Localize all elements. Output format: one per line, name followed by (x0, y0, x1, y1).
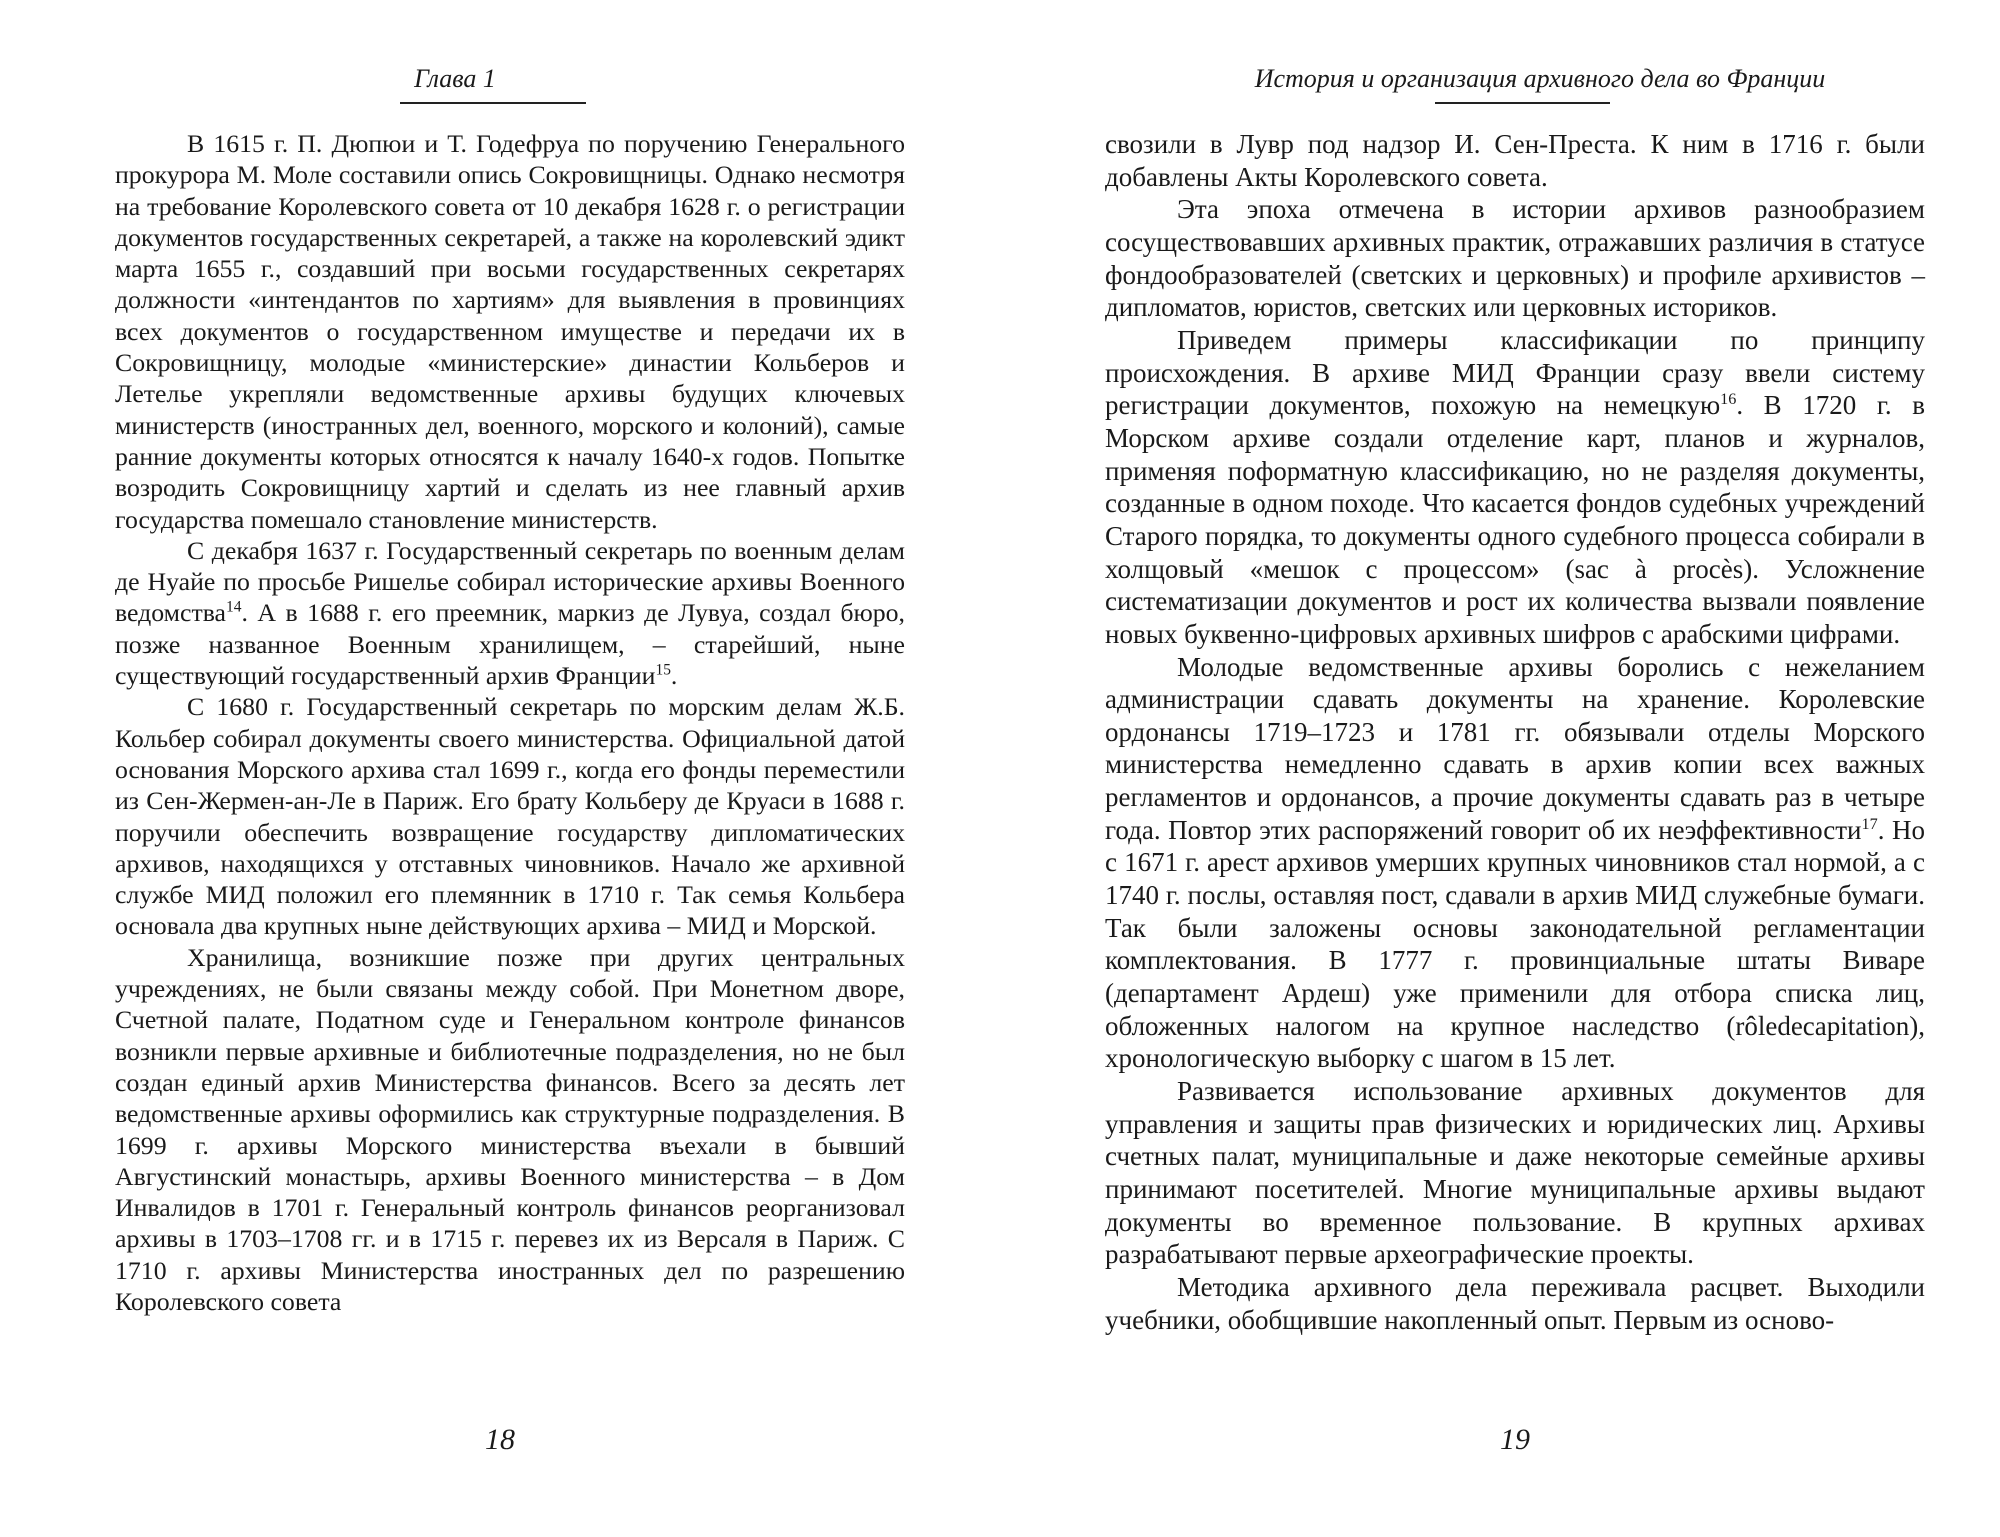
footnote-reference: 14 (226, 598, 242, 616)
paragraph-text: . А в 1688 г. его преемник, маркиз де Лувуа, создал бюро, позже названное Военным хранилищем, – старейший, ныне существующий государственный архив Франции (115, 598, 905, 691)
left-running-head: Глава 1 (414, 64, 496, 93)
footnote-reference: 17 (1861, 814, 1878, 833)
paragraph-text: Развивается использование архивных документов для управления и защиты прав физических и юридических лиц. Архивы счетных палат, муниципальные и даже некоторые семейные архивы принимают посетителей. Многие муниципальные архивы выдают документы во временное пользование. В крупных архивах разрабатывают первые археографические проекты. (1105, 1076, 1925, 1270)
paragraph-text: Эта эпоха отмечена в истории архивов разнообразием сосуществовавших архивных практик, отражавших различия в статусе фондообразователей (светских и церковных) и профиле архивистов – дипломатов, юристов, светских или церковных историков. (1105, 194, 1925, 323)
right-page-number: 19 (1500, 1423, 1530, 1456)
paragraph-text: Методика архивного дела переживала расцвет. Выходили учебники, обобщившие накопленный опыт. Первым из осново- (1105, 1271, 1925, 1335)
right-running-head: История и организация архивного дела во Франции (1254, 64, 1826, 93)
paragraph-text: свозили в Лувр под надзор И. Сен-Преста. К ним в 1716 г. были добавлены Акты Королевского совета. (1105, 129, 1925, 192)
paragraph-text: Молодые ведомственные архивы боролись с нежеланием администрации сдавать документы на хранение. Королевские ордонансы 1719–1723 и 1781 гг. обязывали отделы Морского министерства немедленно сдавать в архив копии всех важных регламентов и ордонансов, а прочие документы сдавать раз в четыре года. Повтор этих распоряжений говорит об их неэффективности (1105, 651, 1925, 845)
right-paragraph (1105, 651, 1925, 1076)
left-page-number: 18 (485, 1423, 515, 1456)
left-paragraph (115, 535, 905, 691)
paragraph-text: В 1615 г. П. Дюпюи и Т. Годефруа по поручению Генерального прокурора М. Моле составили опись Сокровищницы. Однако несмотря на требование Королевского совета от 10 декабря 1628 г. о регистрации документов государственных секретарей, а также на королевский эдикт марта 1655 г., создавший при восьми государственных секретарях должности «интендантов по хартиям» для выявления в провинциях всех документов о государственном имуществе и передачи их в Сокровищницу, молодые «министерские» династии Кольберов и Летелье укрепляли ведомственные архивы будущих ключевых министерств (иностранных дел, военного, морского и колоний), самые ранние документы которых относятся к началу 1640-х годов. Попытке возродить Сокровищницу хартий и сделать из нее главный архив государства помешало становление министерств. (115, 129, 905, 534)
right-paragraph (1105, 128, 1925, 193)
right-header-rule (1435, 102, 1610, 104)
right-paragraph (1105, 1075, 1925, 1271)
left-paragraph (115, 691, 905, 941)
paragraph-text: . В 1720 г. в Морском архиве создали отделение карт, планов и журналов, применяя пoформатную классификацию, но не разделяя документы, созданные в одном походе. Что касается фондов судебных учреждений Старого порядка, то документы одного судебного процесса собирали в холщовый «мешок с процессом» (sac à procès). Усложнение систематизации документов и рост их количества вызвали появление новых буквенно-цифровых архивных шифров с арабскими цифрами. (1105, 390, 1925, 649)
right-paragraph (1105, 193, 1925, 324)
paragraph-text: С 1680 г. Государственный секретарь по морским делам Ж.Б. Кольбер собирал документы своего министерства. Официальной датой основания Морского архива стал 1699 г., когда его фонды переместили из Сен-Жермен-ан-Ле в Париж. Его брату Кольберу де Круаси в 1688 г. поручили обеспечить возвращение государству дипломатических архивов, находящихся у отставных чиновников. Начало же архивной службе МИД положил его племянник в 1710 г. Так семья Кольбера основала два крупных ныне действующих архива – МИД и Морской. (115, 692, 905, 941)
left-paragraph (115, 128, 905, 535)
paragraph-text: . Но с 1671 г. арест архивов умерших крупных чиновников стал нормой, а с 1740 г. послы, оставляя пост, сдавали в архив МИД служебные бумаги. Так были заложены основы законодательной регламентации комплектования. В 1777 г. провинциальные штаты Виваре (департамент Ардеш) уже применили для отбора списка лиц, обложенных налогом на крупное наследство (rôledecapitation), хронологическую выборку с шагом в 15 лет. (1105, 814, 1926, 1074)
footnote-reference: 16 (1720, 390, 1737, 409)
paragraph-text: Хранилища, возникшие позже при других центральных учреждениях, не были связаны между собой. При Монетном дворе, Счетной палате, Податном суде и Генеральном контроле финансов возникли первые архивные и библиотечные подразделения, но не был создан единый архив Министерства финансов. Всего за десять лет ведомственные архивы оформились как структурные подразделения. В 1699 г. архивы Морского министерства въехали в бывший Августинский монастырь, архивы Военного министерства – в Дом Инвалидов в 1701 г. Генеральный контроль финансов реорганизовал архивы в 1703–1708 гг. и в 1715 г. перевез их из Версаля в Париж. С 1710 г. архивы Министерства иностранных дел по разрешению Королевского совета (115, 942, 905, 1316)
paragraph-text: С декабря 1637 г. Государственный секретарь по военным делам де Нуайе по просьбе Ришелье собирал исторические архивы Военного ведомства (115, 535, 905, 628)
paragraph-text: . (670, 661, 678, 691)
left-header-rule (400, 102, 586, 104)
footnote-reference: 15 (655, 661, 671, 679)
left-body-text (115, 128, 905, 1317)
paragraph-text: Приведем примеры классификации по принципу происхождения. В архиве МИД Франции сразу ввели систему регистрации документов, похожую на немецкую (1105, 324, 1925, 421)
right-paragraph (1105, 1271, 1925, 1336)
right-body-text (1105, 128, 1925, 1336)
left-paragraph (115, 942, 905, 1318)
right-paragraph (1105, 324, 1925, 651)
